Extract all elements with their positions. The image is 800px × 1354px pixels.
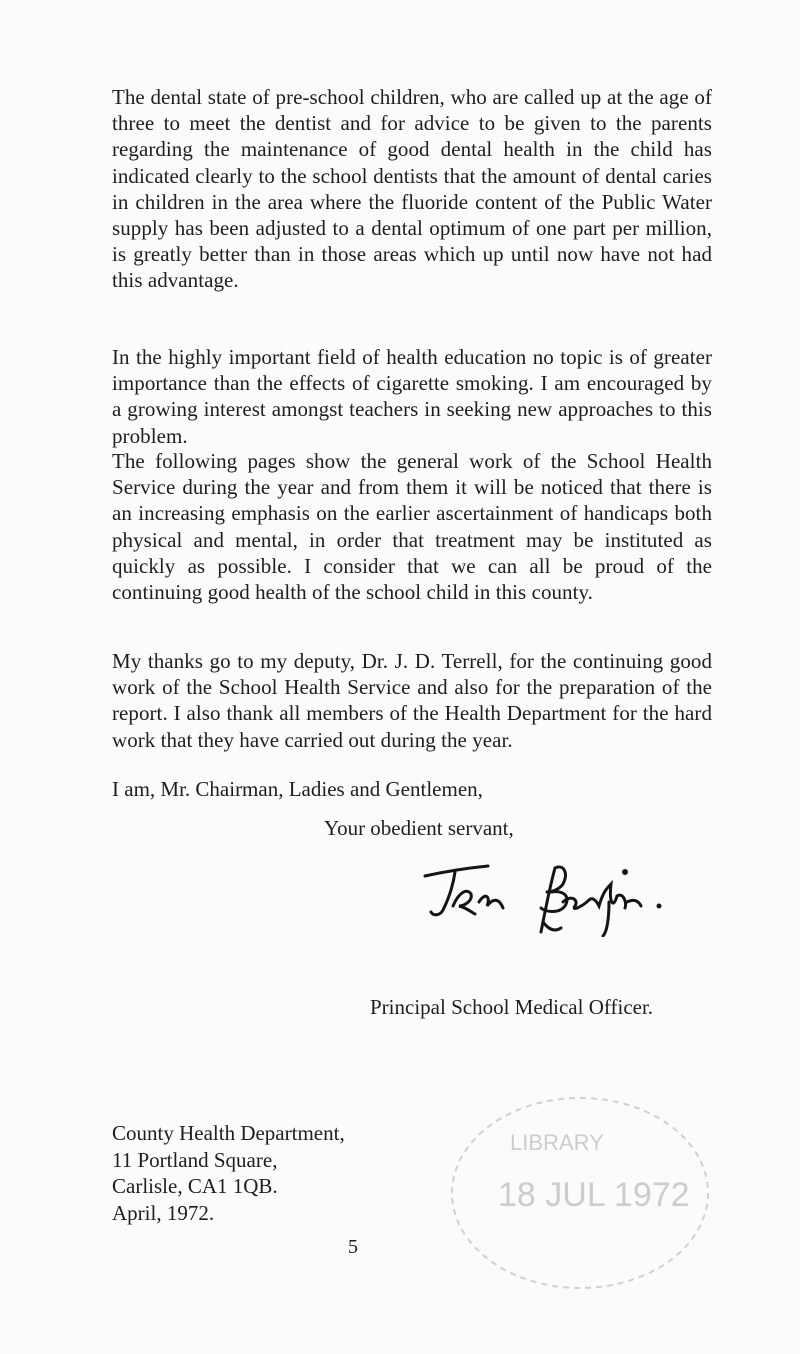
- library-stamp: [440, 1088, 720, 1308]
- signatory-title: Principal School Medical Officer.: [370, 995, 654, 1019]
- svg-text:LIBRARY: LIBRARY: [510, 1130, 604, 1155]
- valediction: Your obedient servant,: [324, 816, 514, 840]
- address-line: April, 1972.: [112, 1200, 215, 1225]
- paragraph-thanks: My thanks go to my deputy, Dr. J. D. Terrell, for the continuing good work of the School Health Service and also for the preparation of the report. I also thank all members of the Health Department for the hard work that they have carried out during the year.: [112, 649, 712, 752]
- paragraph-general-work: The following pages show the general work of the School Health Service during the year and from them it will be noticed that there is an increasing emphasis on the earlier ascertainment of handicaps both physical and mental, in order that treatment may be instituted as quickly as possible. I consider that we can all be proud of the continuing good health of the school child in this county.: [112, 449, 712, 605]
- paragraph-dental-state: The dental state of pre-school children, who are called up at the age of three to meet the dentist and for advice to be given to the parents regarding the maintenance of good dental health in the child has indicated clearly to the school dentists that the amount of dental caries in children in the area where the fluoride content of the Public Water supply has been adjusted to a dental optimum of one part per million, is greatly better than in those areas which up until now have not had this advantage.: [112, 85, 712, 293]
- svg-text:18 JUL 1972: 18 JUL 1972: [498, 1176, 690, 1214]
- page-number: 5: [348, 1236, 358, 1258]
- address-line: Carlisle, CA1 1QB.: [112, 1174, 278, 1198]
- closing-salutation: I am, Mr. Chairman, Ladies and Gentlemen,: [112, 777, 483, 801]
- address-line: County Health Department,: [112, 1121, 345, 1145]
- address-line: 11 Portland Square,: [112, 1147, 278, 1172]
- handwritten-signature: [413, 862, 713, 937]
- address-block: [112, 1120, 345, 1226]
- paragraph-health-education: In the highly important field of health education no topic is of greater importance than the effects of cigarette smoking. I am encouraged by a growing interest amongst teachers in seeking new approaches to this problem.: [112, 345, 712, 448]
